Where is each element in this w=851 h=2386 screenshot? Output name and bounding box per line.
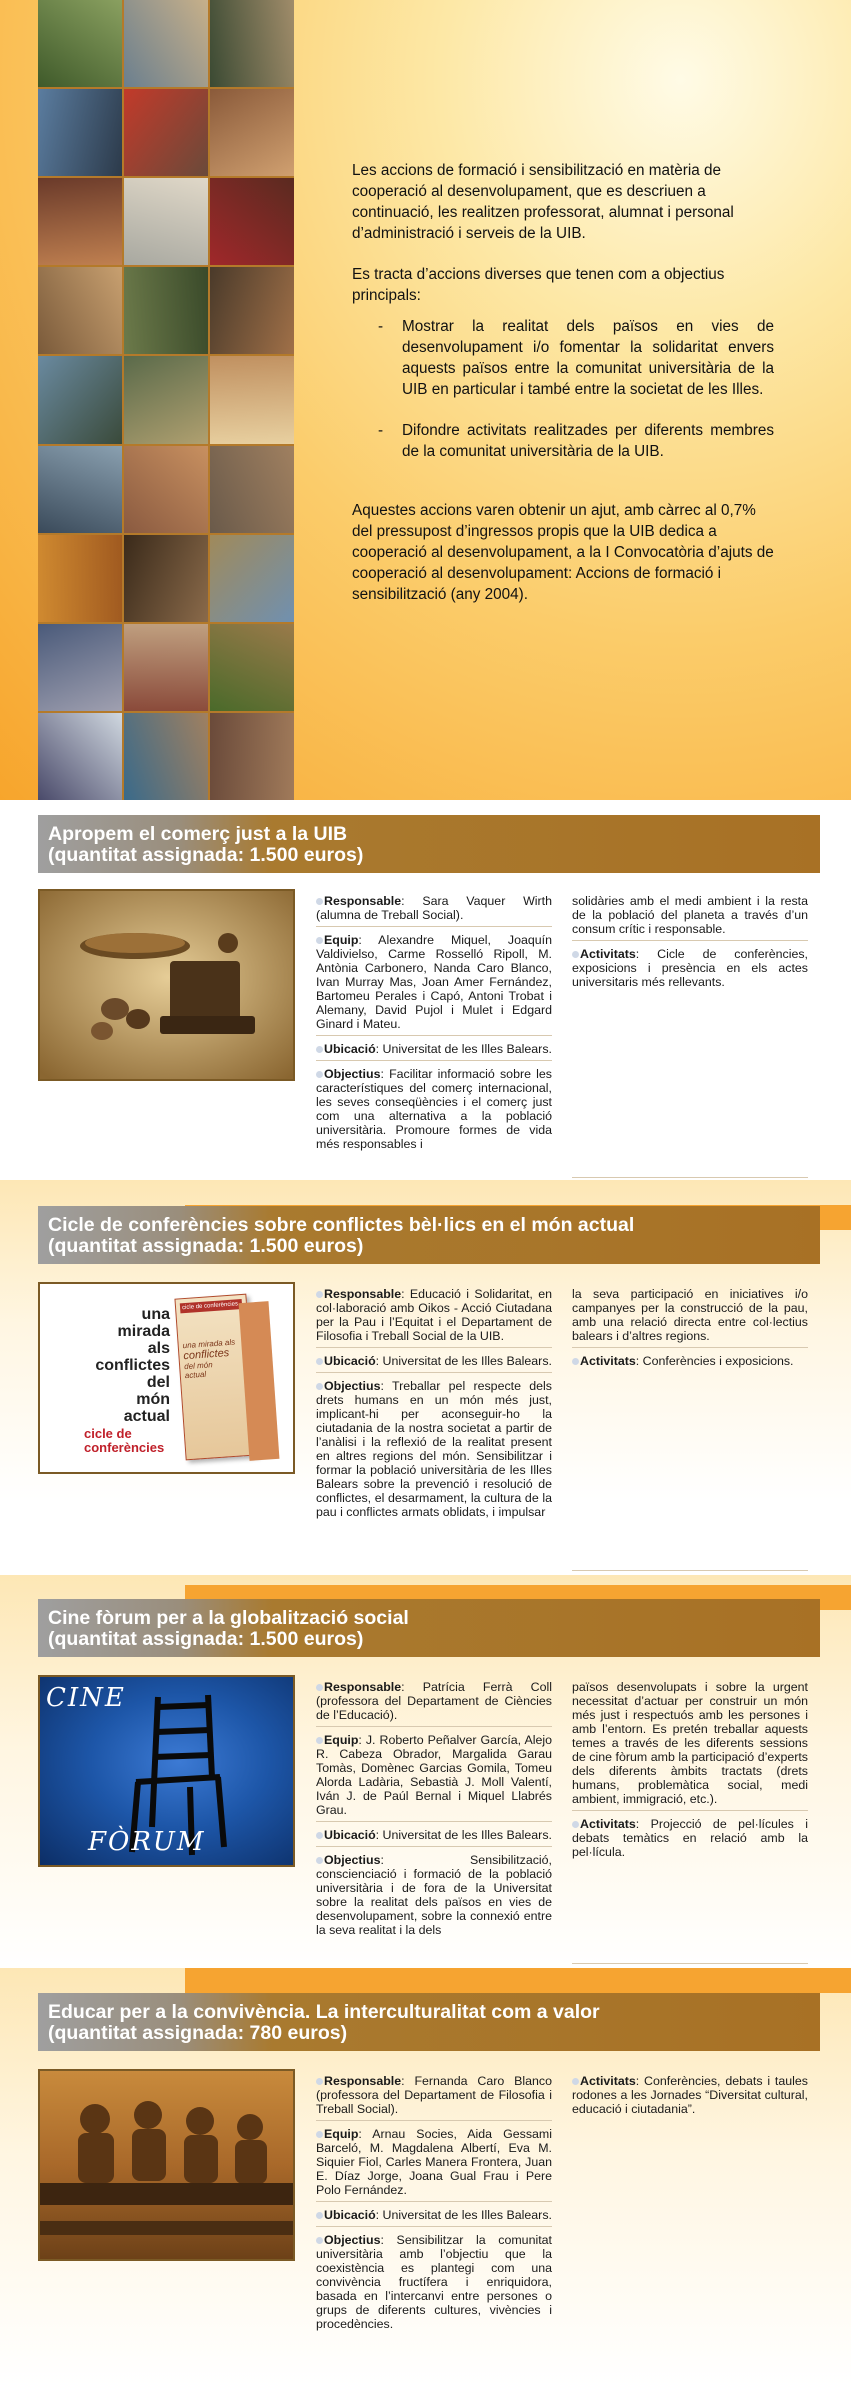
label-responsable: Responsable <box>324 1287 402 1301</box>
label-activitats: Activitats <box>580 947 636 961</box>
objectius-continued: solidàries amb el medi ambient i la resta de la població del planeta a través d’un consum crític i responsable. <box>572 894 808 936</box>
collage-photo <box>210 267 294 354</box>
book-line: del món <box>183 1360 213 1372</box>
equip-text: : Arnau Socies, Aida Gessami Barceló, M. Magdalena Albertí, Eva M. Siquier Fiol, Carles Manera Frontera, Juan E. Díaz Jorge, Joana Gual Frau i Pere Polo Fernández. <box>316 2127 552 2197</box>
project-amount: (quantitat assignada: 780 euros) <box>48 2022 348 2044</box>
project-title: Cicle de conferències sobre conflictes bèl·lics en el món actual <box>48 1214 635 1236</box>
project-2-col-left <box>316 1287 552 1529</box>
forum-title: FÒRUM <box>88 1827 206 1857</box>
intro-section <box>0 0 851 800</box>
collage-photo <box>38 624 122 711</box>
collage-photo <box>38 178 122 265</box>
collage-photo <box>124 0 208 87</box>
book-line: conflictes <box>183 1347 230 1363</box>
responsable-text: : Patrícia Ferrà Coll (professora del Departament de Ciències de l’Educació). <box>316 1680 552 1722</box>
collage-photo <box>38 713 122 800</box>
responsable-text: : Sara Vaquer Wirth (alumna de Treball Social). <box>316 894 552 922</box>
label-ubicacio: Ubicació <box>324 1354 376 1368</box>
collage-photo <box>38 535 122 622</box>
activitats-text: : Conferències i exposicions. <box>635 1354 794 1368</box>
project-1-header <box>38 815 820 873</box>
label-activitats: Activitats <box>580 1817 636 1831</box>
project-1-col-right <box>572 894 808 999</box>
collage-photo <box>210 535 294 622</box>
collage-photo <box>124 267 208 354</box>
intro-bullet-list <box>352 316 774 462</box>
project-title: Apropem el comerç just a la UIB <box>48 823 348 845</box>
label-objectius: Objectius <box>324 1379 381 1393</box>
project-title: Cine fòrum per a la globalització social <box>48 1607 409 1629</box>
objectius-continued: països desenvolupats i sobre la urgent necessitat d’actuar per construir un món més just i respectuós amb les persones i amb l’entorn. Es pretén treballar aquests temes a través de les diferents sessions de cine fòrum amb la participació d’experts dels diferents àmbits tractats (drets humans, problemàtica social, medi ambient, immigració, etc.). <box>572 1680 808 1806</box>
project-4-col-right <box>572 2074 808 2126</box>
children-illustration <box>40 2071 295 2261</box>
collage-photo <box>38 356 122 443</box>
label-responsable: Responsable <box>324 1680 402 1694</box>
collage-photo <box>124 356 208 443</box>
activitats-text: : Conferències, debats i taules rodones a les Jornades “Diversitat cultural, educació i ciutadania”. <box>572 2074 808 2116</box>
poster-subtitle <box>50 1427 170 1455</box>
collage-photo <box>210 624 294 711</box>
book-top-label: cicle de conferències <box>180 1299 243 1313</box>
project-amount: (quantitat assignada: 1.500 euros) <box>48 1235 364 1257</box>
objectius-text: : Facilitar informació sobre les característiques del comerç internacional, les seves conseqüències i el comerç just com una alternativa a la població universitària. Promoure formes de vida més responsables i <box>316 1067 552 1151</box>
conflicts-poster <box>38 1282 295 1474</box>
label-objectius: Objectius <box>324 1853 381 1867</box>
intro-paragraph-3: Aquestes accions varen obtenir un ajut, amb càrrec al 0,7% del pressupost d’ingressos propis que la UIB dedica a cooperació al desenvolupament, a la I Convocatòria d’ajuts de cooperació al desenvolupament: Accions de formació i sensibilització (any 2004). <box>352 502 774 603</box>
label-ubicacio: Ubicació <box>324 2208 376 2222</box>
poster-line: actual <box>123 1408 170 1425</box>
intro-paragraph-1: Les accions de formació i sensibilització en matèria de cooperació al desenvolupament, que es descriuen a continuació, les realitzen professorat, alumnat i personal d’administració i serveis de la UIB. <box>352 162 734 242</box>
collage-photo <box>210 446 294 533</box>
poster-line: als <box>147 1340 170 1357</box>
project-title: Educar per a la convivència. La interculturalitat com a valor <box>48 2001 600 2023</box>
poster-line: mirada <box>117 1323 170 1340</box>
label-equip: Equip <box>324 933 359 947</box>
collage-photo <box>124 713 208 800</box>
project-3-col-left <box>316 1680 552 1947</box>
project-2-header <box>38 1206 820 1264</box>
label-activitats: Activitats <box>580 1354 636 1368</box>
collage-photo <box>210 0 294 87</box>
equip-text: : J. Roberto Peñalver García, Alejo R. Cabeza Obrador, Margalida Garau Tomàs, Domènec Garcias Gomila, Tomeu Alorda Ladària, Sebastià J. Moll Valentí, Iván J. de Paúl Bernal i Miquel Llabrés Grau. <box>316 1733 552 1817</box>
collage-photo <box>210 356 294 443</box>
equip-text: : Alexandre Miquel, Joaquín Valdivielso, Carme Rosselló Ripoll, M. Antònia Carbonero, Nanda Caro Blanco, Ivan Murray Mas, Joan Amer Fernández, Bartomeu Perales i Capó, Antoni Trobat i Alemany, David Pujol i Mulet i Edgard Ginard i Mateu. <box>316 933 552 1031</box>
book-line: actual <box>184 1369 207 1381</box>
ubicacio-text: : Universitat de les Illes Balears. <box>375 1042 552 1056</box>
collage-photo <box>38 446 122 533</box>
poster-line: del <box>146 1374 170 1391</box>
poster-title <box>50 1306 170 1455</box>
collage-photo <box>124 535 208 622</box>
project-4-header <box>38 1993 820 2051</box>
collage-photo <box>124 446 208 533</box>
label-objectius: Objectius <box>324 2233 381 2247</box>
book-line: una mirada als <box>182 1337 236 1351</box>
divider <box>572 1963 808 1964</box>
project-3-col-right <box>572 1680 808 1869</box>
ubicacio-text: : Universitat de les Illes Balears. <box>375 2208 552 2222</box>
activitats-text: : Cicle de conferències, exposicions i presència en els actes universitaris més rellevants. <box>572 947 808 989</box>
scale-illustration <box>40 891 295 1081</box>
project-1-col-left <box>316 894 552 1161</box>
divider <box>572 1177 808 1178</box>
ubicacio-text: : Universitat de les Illes Balears. <box>375 1354 552 1368</box>
project-amount: (quantitat assignada: 1.500 euros) <box>48 844 364 866</box>
project-2-col-right <box>572 1287 808 1378</box>
objectius-continued: la seva participació en iniciatives i/o campanyes per la construcció de la pau, amb una relació directa entre col·lectius balears i d’altres regions. <box>572 1287 808 1343</box>
collage-photo <box>124 178 208 265</box>
photo-collage <box>38 0 294 800</box>
label-responsable: Responsable <box>324 2074 402 2088</box>
responsable-text: : Educació i Solidaritat, en col·laboració amb Oikos - Acció Ciutadana per la Pau i l’Equitat i el Departament de Filosofia i Treball Social de la UIB. <box>316 1287 552 1343</box>
divider <box>572 1570 808 1571</box>
label-objectius: Objectius <box>324 1067 381 1081</box>
label-ubicacio: Ubicació <box>324 1042 376 1056</box>
intro-bullet-item: - Difondre activitats realitzades per diferents membres de la comunitat universitària de la UIB. <box>352 420 774 462</box>
intro-paragraph-2: Es tracta d’accions diverses que tenen com a objectius principals: <box>352 266 725 304</box>
label-ubicacio: Ubicació <box>324 1828 376 1842</box>
label-equip: Equip <box>324 1733 359 1747</box>
activitats-text: : Projecció de pel·lícules i debats temàtics en relació amb la pel·lícula. <box>572 1817 808 1859</box>
collage-photo <box>38 89 122 176</box>
cine-forum-poster <box>38 1675 295 1867</box>
classroom-photo <box>38 2069 295 2261</box>
project-3-header <box>38 1599 820 1657</box>
scale-photo <box>38 889 295 1081</box>
project-amount: (quantitat assignada: 1.500 euros) <box>48 1628 364 1650</box>
poster-line: món <box>136 1391 170 1408</box>
collage-photo <box>210 713 294 800</box>
poster-sub-line: cicle de <box>84 1426 132 1441</box>
responsable-text: : Fernanda Caro Blanco (professora del Departament de Filosofia i Treball Social). <box>316 2074 552 2116</box>
intro-text <box>352 160 774 625</box>
collage-photo <box>124 624 208 711</box>
label-activitats: Activitats <box>580 2074 636 2088</box>
band-stripe <box>185 1968 851 1993</box>
cine-title: CINE <box>46 1683 126 1713</box>
poster-line: conflictes <box>95 1357 170 1374</box>
label-responsable: Responsable <box>324 894 402 908</box>
collage-photo <box>38 267 122 354</box>
objectius-text: : Sensibilitzar la comunitat universitària amb l’objectiu que la coexistència es plantegi com una convivència fructífera i enriquidora, basada en l’intercanvi entre persones o grups de diferents cultures, vivències i procedències. <box>316 2233 552 2331</box>
objectius-text: : Sensibilització, conscienciació i formació de la població universitària i de fora de la Universitat sobre la realitat dels països en vies de desenvolupament, sobre la connexió entre la seva realitat i la dels <box>316 1853 552 1937</box>
collage-photo <box>38 0 122 87</box>
project-4-col-left <box>316 2074 552 2341</box>
label-equip: Equip <box>324 2127 359 2141</box>
collage-photo <box>210 89 294 176</box>
poster-sub-line: conferències <box>84 1440 165 1455</box>
objectius-text: : Treballar pel respecte dels drets humans en un món més just, implicant-hi per aconseguir-ho la ciutadania de la nostra societat a partir de l’anàlisi i la reflexió de la realitat present en altres regions del món. Sensibilitzar i formar la població universitària de les Illes Balears sobre la prevenció i resolució de conflictes, el desarmament, la cultura de la pau i conflictes armats oblidats, i impulsar <box>316 1379 552 1519</box>
poster-line: una <box>141 1306 170 1323</box>
collage-photo <box>210 178 294 265</box>
collage-photo <box>124 89 208 176</box>
ubicacio-text: : Universitat de les Illes Balears. <box>375 1828 552 1842</box>
intro-bullet-item: - Mostrar la realitat dels països en vies de desenvolupament i/o fomentar la solidaritat envers aquests països entre la comunitat universitària de la UIB en particular i també entre la societat de les Illes. <box>352 316 774 400</box>
